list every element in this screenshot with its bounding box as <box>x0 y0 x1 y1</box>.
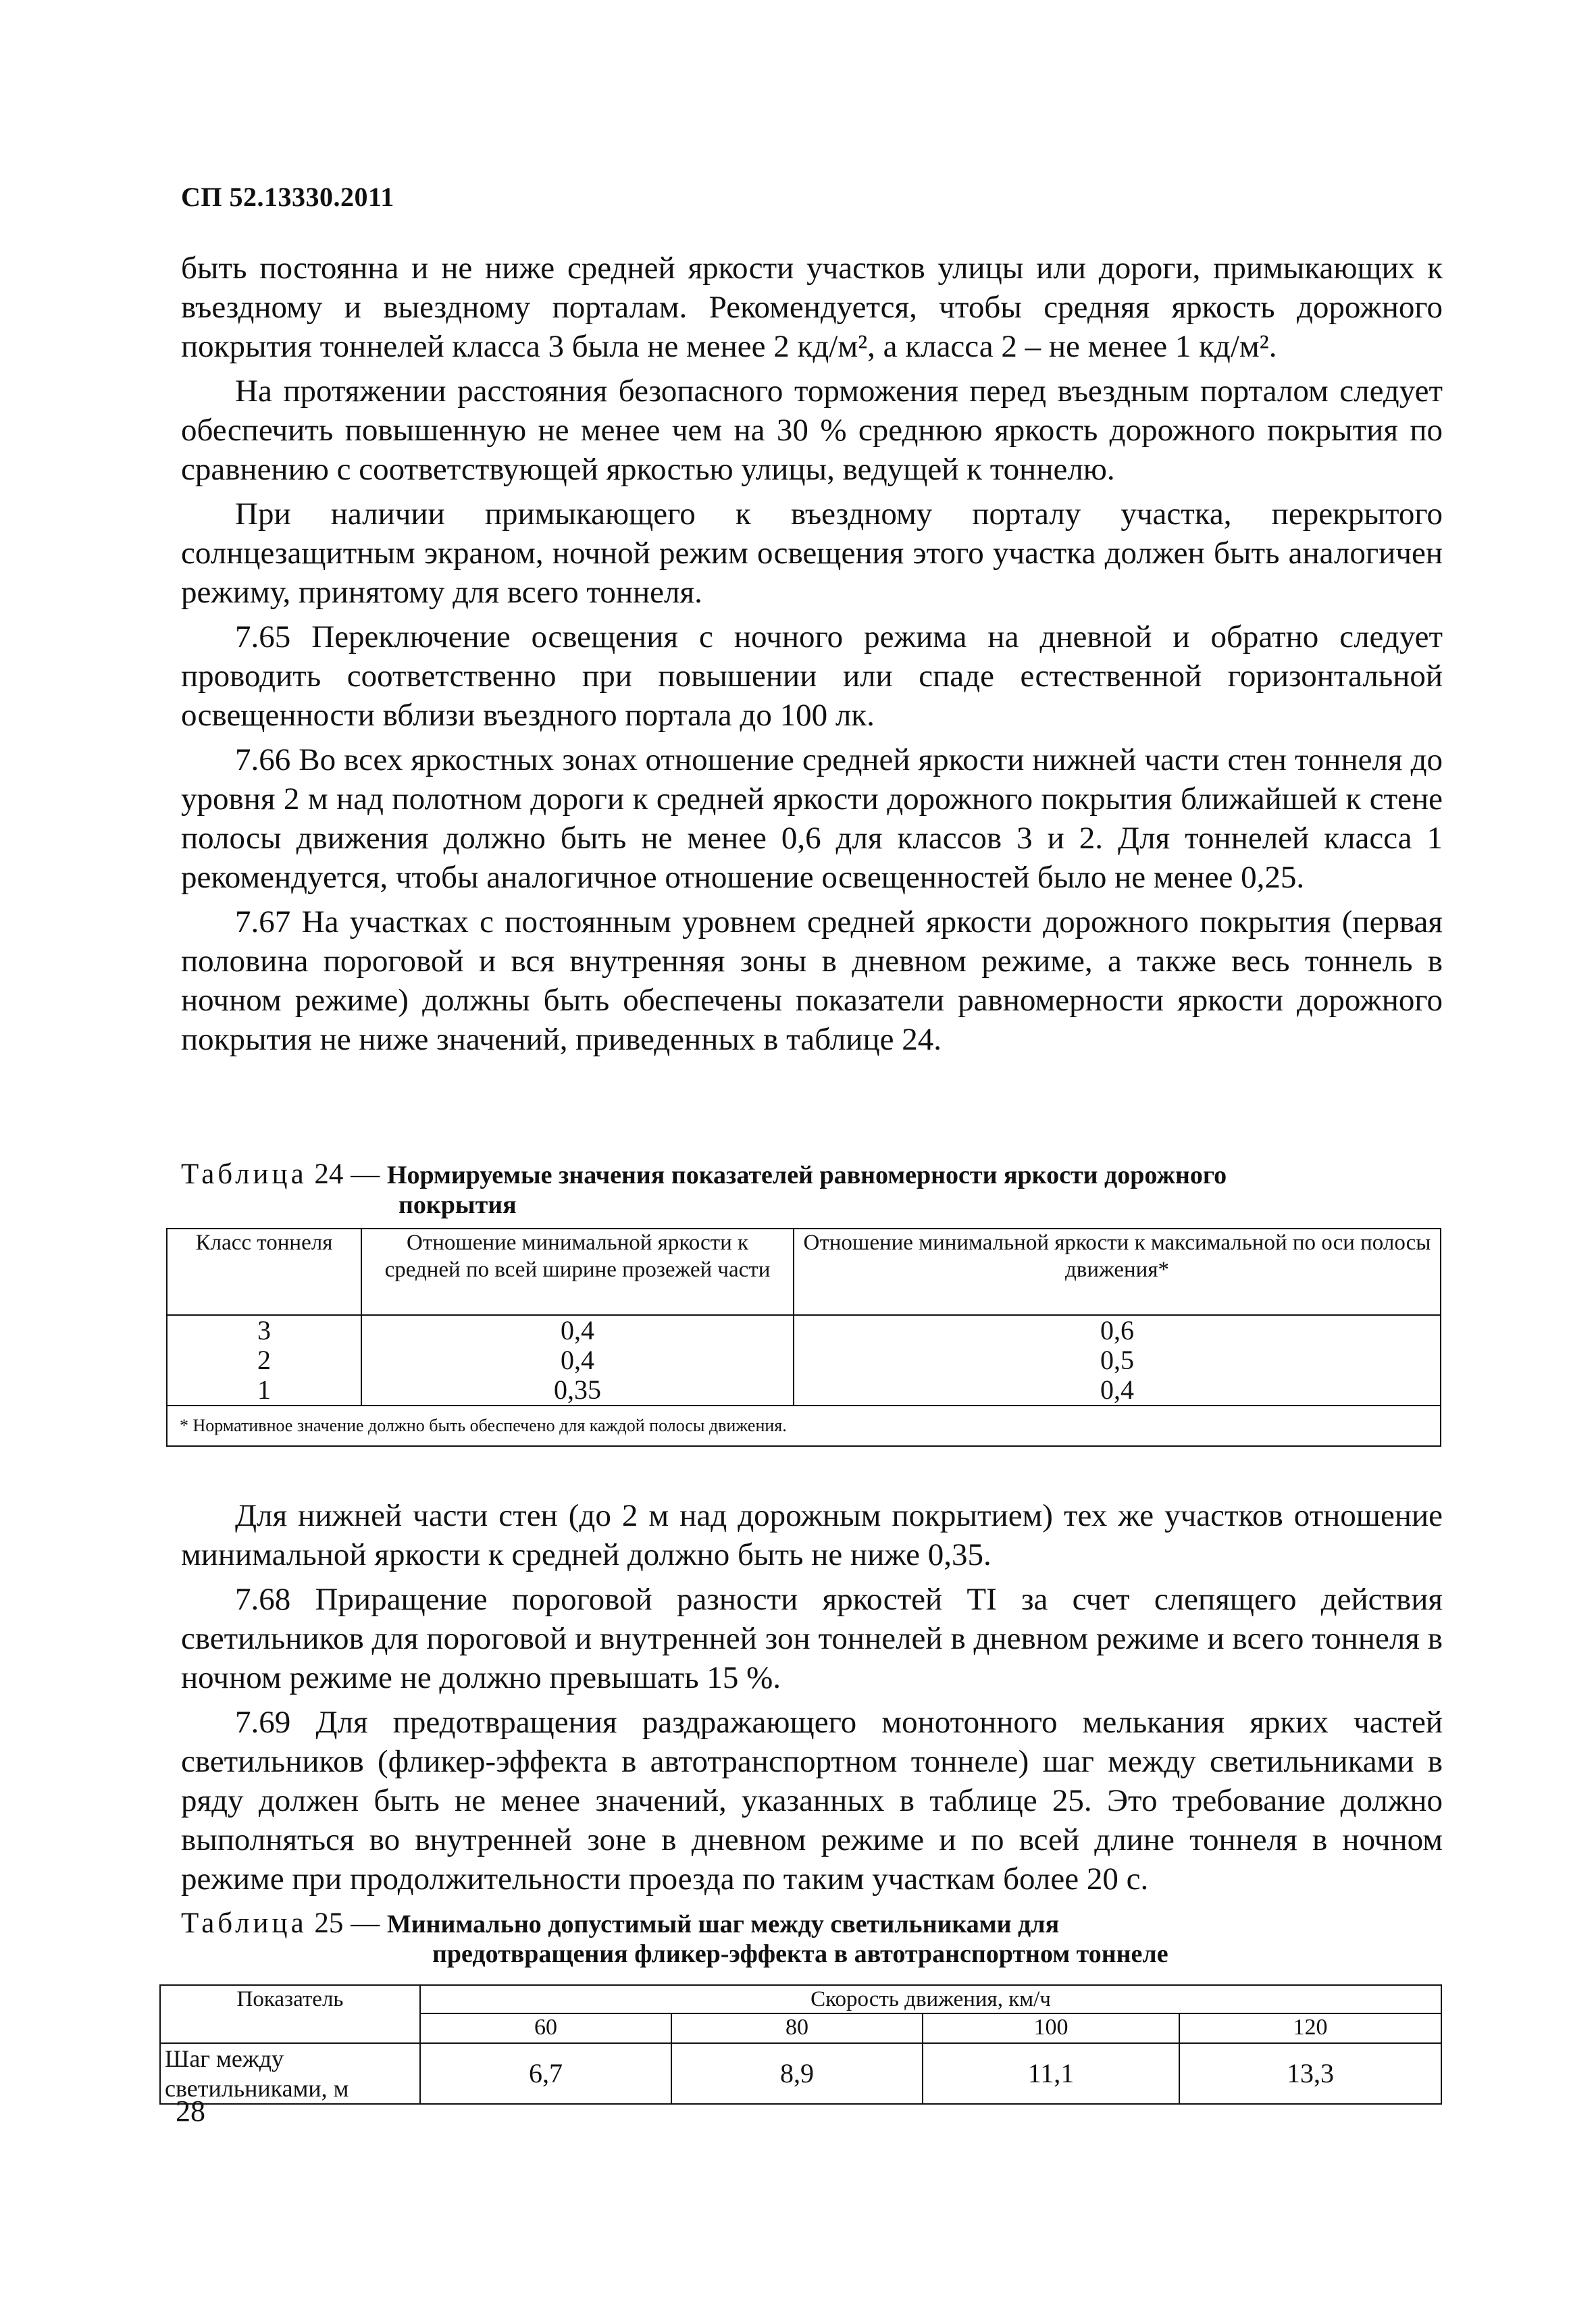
speed-header: 100 <box>923 2013 1179 2043</box>
table-cell: 8,9 <box>671 2043 923 2104</box>
table-cell: 1 <box>167 1375 361 1406</box>
table-number: 25 — <box>314 1907 380 1939</box>
table-number: 24 — <box>314 1158 380 1190</box>
column-header: Отношение минимальной яркости к средней по всей ширине прозежей части <box>361 1229 794 1315</box>
table-title-continued: покрытия <box>398 1191 517 1219</box>
table-cell: 0,35 <box>361 1375 794 1406</box>
table-cell: 13,3 <box>1179 2043 1441 2104</box>
table-row <box>167 1375 1441 1406</box>
table-title: Нормируемые значения показателей равномерности яркости дорожного <box>386 1161 1227 1189</box>
table-header-row <box>167 1229 1441 1315</box>
body-text-bottom <box>181 1496 1443 1904</box>
table-cell: 0,6 <box>794 1315 1441 1345</box>
table-label: Таблица <box>181 1907 307 1939</box>
table-row <box>167 1345 1441 1375</box>
table-footnote: * Нормативное значение должно быть обеспечено для каждой полосы движения. <box>167 1406 1441 1446</box>
paragraph-7-66: 7.66 Во всех яркостных зонах отношение средней яркости нижней части стен тоннеля до уровня 2 м над полотном дороги к средней яркости дорожного покрытия ближайшей к стене полосы движения должно быть не менее 0,6 для классов 3 и 2. Для тоннелей класса 1 рекомендуется, чтобы аналогичное отношение освещенностей было не менее 0,25. <box>181 742 1443 895</box>
page-number: 28 <box>176 2094 205 2128</box>
table-cell: 2 <box>167 1345 361 1375</box>
table-cell: 0,4 <box>794 1375 1441 1406</box>
table-24 <box>166 1228 1441 1447</box>
table-cell: 0,4 <box>361 1315 794 1345</box>
table-cell: 11,1 <box>923 2043 1179 2104</box>
body-text-top <box>181 249 1443 1064</box>
table-25 <box>159 1984 1442 2105</box>
speed-header: 60 <box>420 2013 671 2043</box>
table-cell: 3 <box>167 1315 361 1345</box>
table-label: Таблица <box>181 1158 307 1190</box>
paragraph: При наличии примыкающего к въездному порталу участка, перекрытого солнцезащитным экраном, ночной режим освещения этого участка должен быть аналогичен режиму, принятому для всего тоннеля. <box>181 496 1443 610</box>
speed-header: 120 <box>1179 2013 1441 2043</box>
paragraph-7-68: 7.68 Приращение пороговой разности яркостей TI за счет слепящего действия светильников для пороговой и внутренней зон тоннелей в дневном режиме и всего тоннеля в ночном режиме не должно превышать 15 %. <box>181 1582 1443 1695</box>
table-cell: 6,7 <box>420 2043 671 2104</box>
table-25-caption <box>181 1907 1443 1970</box>
paragraph-7-67: 7.67 На участках с постоянным уровнем средней яркости дорожного покрытия (первая половина пороговой и вся внутренняя зоны в дневном режиме, а также весь тоннель в ночном режиме) должны быть обеспечены показатели равномерности яркости дорожного покрытия не ниже значений, приведенных в таблице 24. <box>181 904 1443 1057</box>
column-header: Класс тоннеля <box>167 1229 361 1315</box>
speed-header: 80 <box>671 2013 923 2043</box>
table-row <box>167 1315 1441 1345</box>
row-label: Шаг между светильниками, м <box>160 2043 420 2104</box>
column-header: Отношение минимальной яркости к максимальной по оси полосы движения* <box>794 1229 1441 1315</box>
paragraph: На протяжении расстояния безопасного торможения перед въездным порталом следует обеспечить повышенную не менее чем на 30 % среднюю яркость дорожного покрытия по сравнению с соответствующей яркостью улицы, ведущей к тоннелю. <box>181 374 1443 487</box>
table-row <box>160 2043 1441 2104</box>
paragraph-7-65: 7.65 Переключение освещения с ночного режима на дневной и обратно следует проводить соответственно при повышении или спаде естественной горизонтальной освещенности вблизи въездного портала до 100 лк. <box>181 619 1443 733</box>
column-header: Показатель <box>160 1985 420 2043</box>
table-footnote-row <box>167 1406 1441 1446</box>
table-title: Минимально допустимый шаг между светильниками для <box>386 1910 1060 1938</box>
table-header-row <box>160 1985 1441 2013</box>
document-code-header: СП 52.13330.2011 <box>181 182 394 212</box>
column-header: Скорость движения, км/ч <box>420 1985 1441 2013</box>
table-title-continued: предотвращения фликер-эффекта в автотранспортном тоннеле <box>432 1940 1168 1968</box>
paragraph-7-69: 7.69 Для предотвращения раздражающего монотонного мелькания ярких частей светильников (фликер-эффекта в автотранспортном тоннеле) шаг между светильниками в ряду должен быть не менее значений, указанных в таблице 25. Это требование должно выполняться во внутренней зоне в дневном режиме и по всей длине тоннеля в ночном режиме при продолжительности проезда по таким участкам более 20 с. <box>181 1705 1443 1897</box>
paragraph: быть постоянна и не ниже средней яркости участков улицы или дороги, примыкающих к въездному и выездному порталам. Рекомендуется, чтобы средняя яркость дорожного покрытия тоннелей класса 3 была не менее 2 кд/м², а класса 2 – не менее 1 кд/м². <box>181 251 1443 364</box>
table-cell: 0,5 <box>794 1345 1441 1375</box>
paragraph: Для нижней части стен (до 2 м над дорожным покрытием) тех же участков отношение минимальной яркости к средней должно быть не ниже 0,35. <box>181 1498 1443 1572</box>
table-24-caption <box>181 1158 1443 1221</box>
table-cell: 0,4 <box>361 1345 794 1375</box>
